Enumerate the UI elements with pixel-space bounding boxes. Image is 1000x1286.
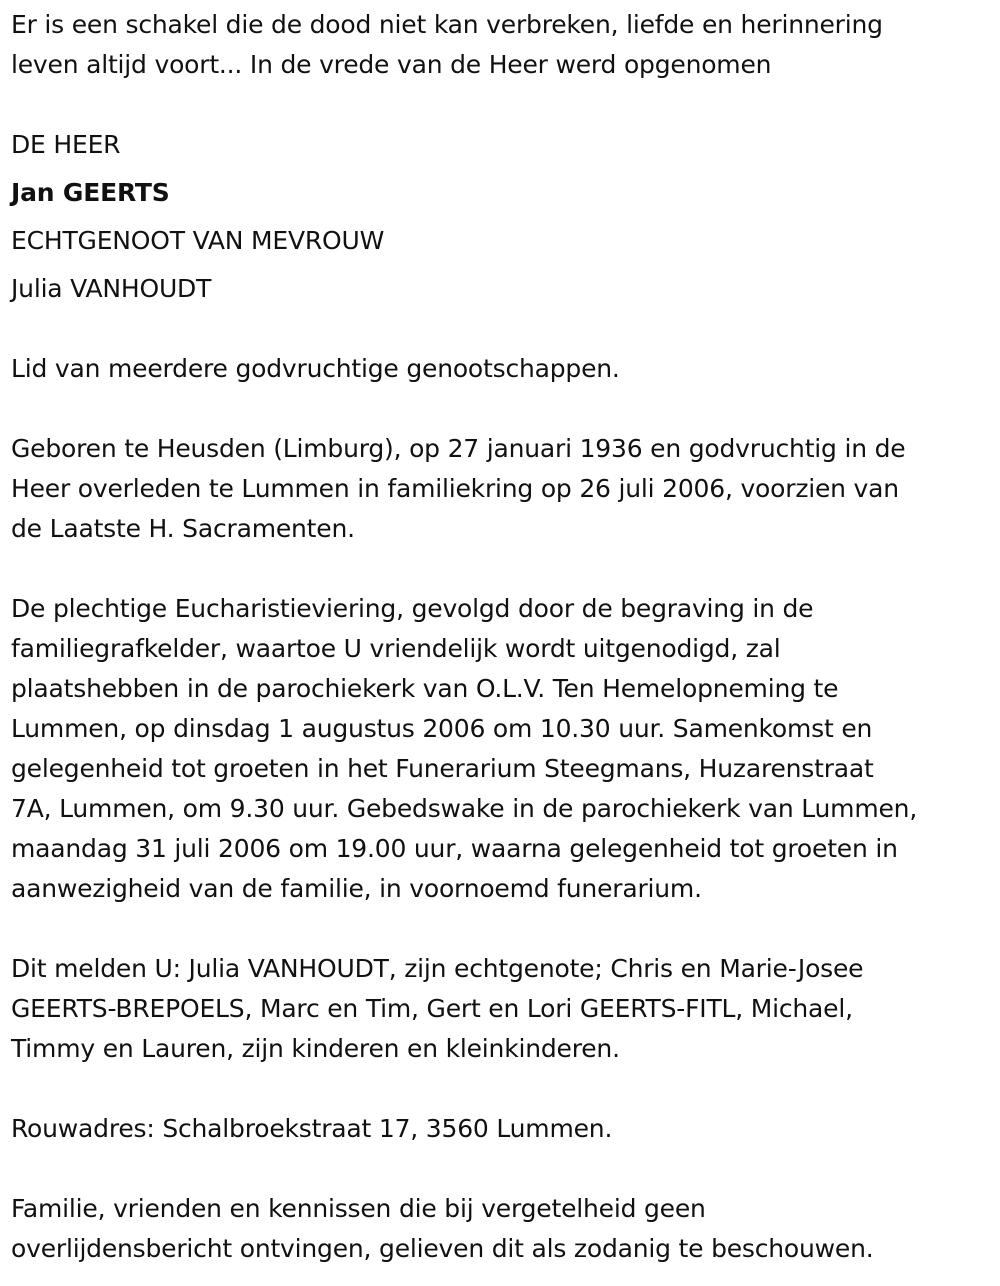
ceremony-line: Lummen, op dinsdag 1 augustus 2006 om 10.30 uur. Samenkomst en: [11, 714, 873, 743]
birth-death-paragraph: [11, 429, 991, 549]
announcers-paragraph: [11, 949, 991, 1069]
deceased-block: [11, 121, 991, 313]
ceremony-line: maandag 31 juli 2006 om 19.00 uur, waarna gelegenheid tot groeten in: [11, 834, 898, 863]
ceremony-line: plaatshebben in de parochiekerk van O.L.V. Ten Hemelopneming te: [11, 674, 839, 703]
deceased-name: Jan GEERTS: [11, 178, 170, 207]
membership-paragraph: [11, 349, 991, 389]
intro-paragraph: [11, 5, 991, 85]
closing-line: Familie, vrienden en kennissen die bij vergetelheid geen: [11, 1194, 706, 1223]
intro-line: leven altijd voort... In de vrede van de Heer werd opgenomen: [11, 50, 772, 79]
intro-line: Er is een schakel die de dood niet kan verbreken, liefde en herinnering: [11, 10, 883, 39]
deceased-title: DE HEER: [11, 130, 121, 159]
closing-line: overlijdensbericht ontvingen, gelieven dit als zodanig te beschouwen.: [11, 1234, 874, 1263]
ceremony-line: aanwezigheid van de familie, in voornoemd funerarium.: [11, 874, 702, 903]
ceremony-line: familiegrafkelder, waartoe U vriendelijk wordt uitgenodigd, zal: [11, 634, 781, 663]
ceremony-line: 7A, Lummen, om 9.30 uur. Gebedswake in de parochiekerk van Lummen,: [11, 794, 918, 823]
deceased-relation: ECHTGENOOT VAN MEVROUW: [11, 226, 385, 255]
birth-death-line: Geboren te Heusden (Limburg), op 27 januari 1936 en godvruchtig in de: [11, 434, 906, 463]
membership-line: Lid van meerdere godvruchtige genootschappen.: [11, 354, 620, 383]
birth-death-line: de Laatste H. Sacramenten.: [11, 514, 355, 543]
spouse-name: Julia VANHOUDT: [11, 274, 212, 303]
ceremony-line: De plechtige Eucharistieviering, gevolgd door de begraving in de: [11, 594, 814, 623]
announcers-line: Dit melden U: Julia VANHOUDT, zijn echtgenote; Chris en Marie-Josee: [11, 954, 864, 983]
closing-paragraph: [11, 1189, 991, 1269]
obituary-text: [11, 5, 991, 1269]
ceremony-line: gelegenheid tot groeten in het Funerarium Steegmans, Huzarenstraat: [11, 754, 874, 783]
ceremony-paragraph: [11, 589, 991, 909]
mourning-address: Rouwadres: Schalbroekstraat 17, 3560 Lummen.: [11, 1114, 613, 1143]
announcers-line: Timmy en Lauren, zijn kinderen en kleinkinderen.: [11, 1034, 620, 1063]
birth-death-line: Heer overleden te Lummen in familiekring op 26 juli 2006, voorzien van: [11, 474, 899, 503]
announcers-line: GEERTS-BREPOELS, Marc en Tim, Gert en Lori GEERTS-FITL, Michael,: [11, 994, 853, 1023]
address-paragraph: [11, 1109, 991, 1149]
